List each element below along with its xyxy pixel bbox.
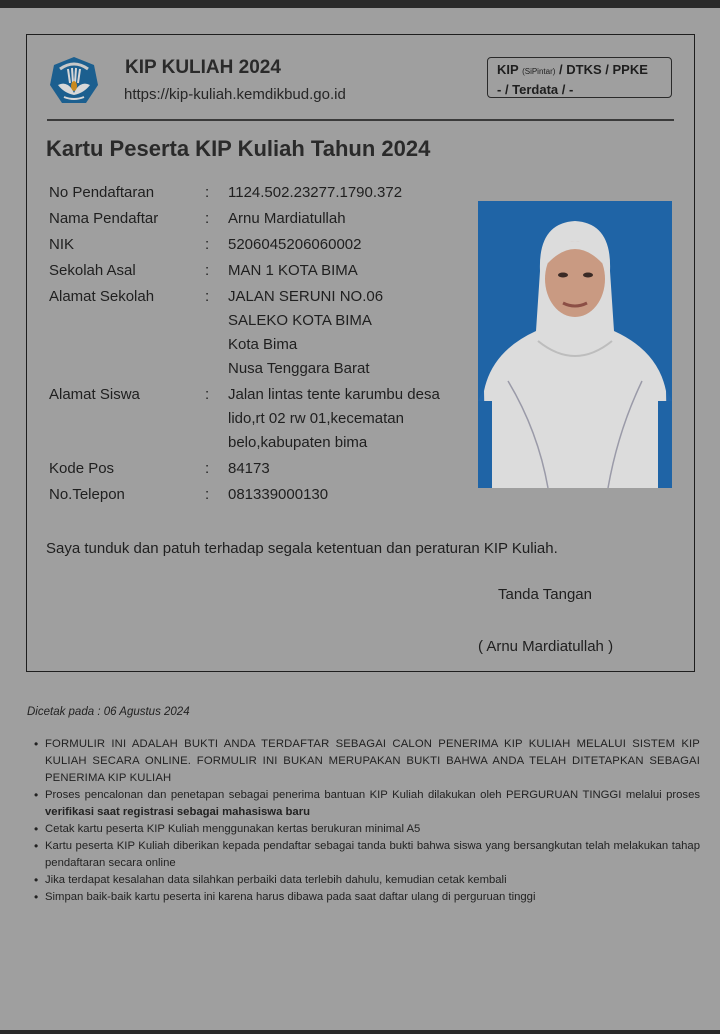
field-value: MAN 1 KOTA BIMA	[228, 262, 358, 279]
field-label	[49, 357, 205, 381]
card-title: Kartu Peserta KIP Kuliah Tahun 2024	[46, 136, 431, 161]
field-label: Kode Pos	[49, 460, 115, 477]
field-value: 84173	[228, 460, 270, 477]
field-value: 5206045206060002	[228, 236, 362, 253]
field-value: Arnu Mardiatullah	[228, 210, 346, 227]
field-value: Kota Bima	[228, 336, 298, 353]
field-label: Sekolah Asal	[49, 262, 136, 279]
field-value: 1124.502.23277.1790.372	[228, 184, 403, 201]
note-text: Simpan baik-baik kartu peserta ini karena harus dibawa pada saat daftar ulang di perguruan tinggi	[45, 891, 536, 903]
field-label	[49, 407, 205, 431]
field-colon	[205, 333, 228, 357]
printed-date: Dicetak pada : 06 Agustus 2024	[27, 706, 190, 718]
field-colon: :	[205, 288, 210, 305]
field-label: NIK	[49, 236, 75, 253]
note-item	[45, 736, 700, 787]
signature-label: Tanda Tangan	[498, 586, 592, 603]
participant-photo	[478, 201, 672, 488]
field-label	[49, 309, 205, 333]
field-colon: :	[205, 386, 210, 403]
note-text: Jika terdapat kesalahan data silahkan perbaiki data terlebih dahulu, kemudian cetak kembali	[45, 874, 507, 886]
field-label	[49, 333, 205, 357]
note-item	[45, 889, 700, 906]
note-item	[45, 872, 700, 889]
header-divider	[47, 119, 674, 121]
status-source-line	[497, 62, 671, 80]
field-colon	[205, 357, 228, 381]
field-value: Jalan lintas tente karumbu desa	[228, 386, 440, 403]
note-item	[45, 787, 700, 821]
note-text: Proses pencalonan dan penetapan sebagai penerima bantuan KIP Kuliah dilakukan oleh PERGURUAN TINGGI melalui proses	[45, 789, 700, 801]
field-row	[49, 259, 469, 283]
field-value: SALEKO KOTA BIMA	[228, 312, 372, 329]
agreement-statement: Saya tunduk dan patuh terhadap segala ketentuan dan peraturan KIP Kuliah.	[46, 540, 558, 557]
top-bar	[0, 0, 720, 8]
status-kip: KIP	[497, 62, 519, 77]
note-item	[45, 838, 700, 872]
field-row	[49, 457, 469, 481]
note-text: Kartu peserta KIP Kuliah diberikan kepada pendaftar sebagai tanda bukti bahwa siswa yang bersangkutan telah melakukan tahap pendaftaran secara online	[45, 840, 700, 869]
field-row	[49, 233, 469, 257]
tut-wuri-handayani-logo-icon	[48, 55, 100, 107]
field-row	[49, 483, 469, 507]
notes-list	[45, 736, 700, 906]
field-label: Nama Pendaftar	[49, 210, 159, 227]
field-label: Alamat Sekolah	[49, 288, 155, 305]
field-value: Nusa Tenggara Barat	[228, 360, 370, 377]
field-row	[49, 285, 469, 309]
brand-url: https://kip-kuliah.kemdikbud.go.id	[124, 86, 346, 103]
field-value: JALAN SERUNI NO.06	[228, 288, 384, 305]
field-row	[49, 207, 469, 231]
field-row	[49, 309, 469, 333]
bottom-bar	[0, 1030, 720, 1034]
field-label: Alamat Siswa	[49, 386, 140, 403]
note-text: FORMULIR INI ADALAH BUKTI ANDA TERDAFTAR SEBAGAI CALON PENERIMA KIP KULIAH MELALUI SISTEM KIP KULIAH SECARA ONLINE. FORMULIR INI BUKAN MERUPAKAN BUKTI BAHWA ANDA TELAH DITETAPKAN SEBAGAI PENERIMA KIP KULIAH	[45, 738, 700, 784]
field-row	[49, 383, 469, 407]
participant-fields	[49, 181, 469, 509]
status-rest: / DTKS / PPKE	[559, 62, 648, 77]
field-colon: :	[205, 236, 210, 253]
field-colon	[205, 309, 228, 333]
field-row	[49, 181, 469, 205]
field-colon: :	[205, 210, 210, 227]
field-colon: :	[205, 486, 210, 503]
brand-title: KIP KULIAH 2024	[125, 57, 281, 78]
field-value: belo,kabupaten bima	[228, 434, 368, 451]
field-colon: :	[205, 184, 210, 201]
signature-name: ( Arnu Mardiatullah )	[478, 638, 614, 655]
field-colon: :	[205, 262, 210, 279]
field-label: No.Telepon	[49, 486, 125, 503]
field-value: lido,rt 02 rw 01,kecematan	[228, 410, 404, 427]
field-row	[49, 407, 469, 431]
registration-status-box	[487, 57, 672, 98]
field-value: 081339000130	[228, 486, 329, 503]
note-emphasis: verifikasi saat registrasi sebagai mahasiswa baru	[45, 806, 310, 818]
field-row	[49, 333, 469, 357]
field-colon: :	[205, 460, 210, 477]
field-label	[49, 431, 205, 455]
field-label: No Pendaftaran	[49, 184, 155, 201]
field-row	[49, 357, 469, 381]
field-colon	[205, 407, 228, 431]
kip-card	[26, 34, 695, 672]
note-item	[45, 821, 700, 838]
field-row	[49, 431, 469, 455]
note-text: Cetak kartu peserta KIP Kuliah menggunakan kertas berukuran minimal A5	[45, 823, 421, 835]
status-value: - / Terdata / -	[497, 82, 574, 97]
status-sipintar: (SiPintar)	[522, 67, 556, 76]
field-colon	[205, 431, 228, 455]
